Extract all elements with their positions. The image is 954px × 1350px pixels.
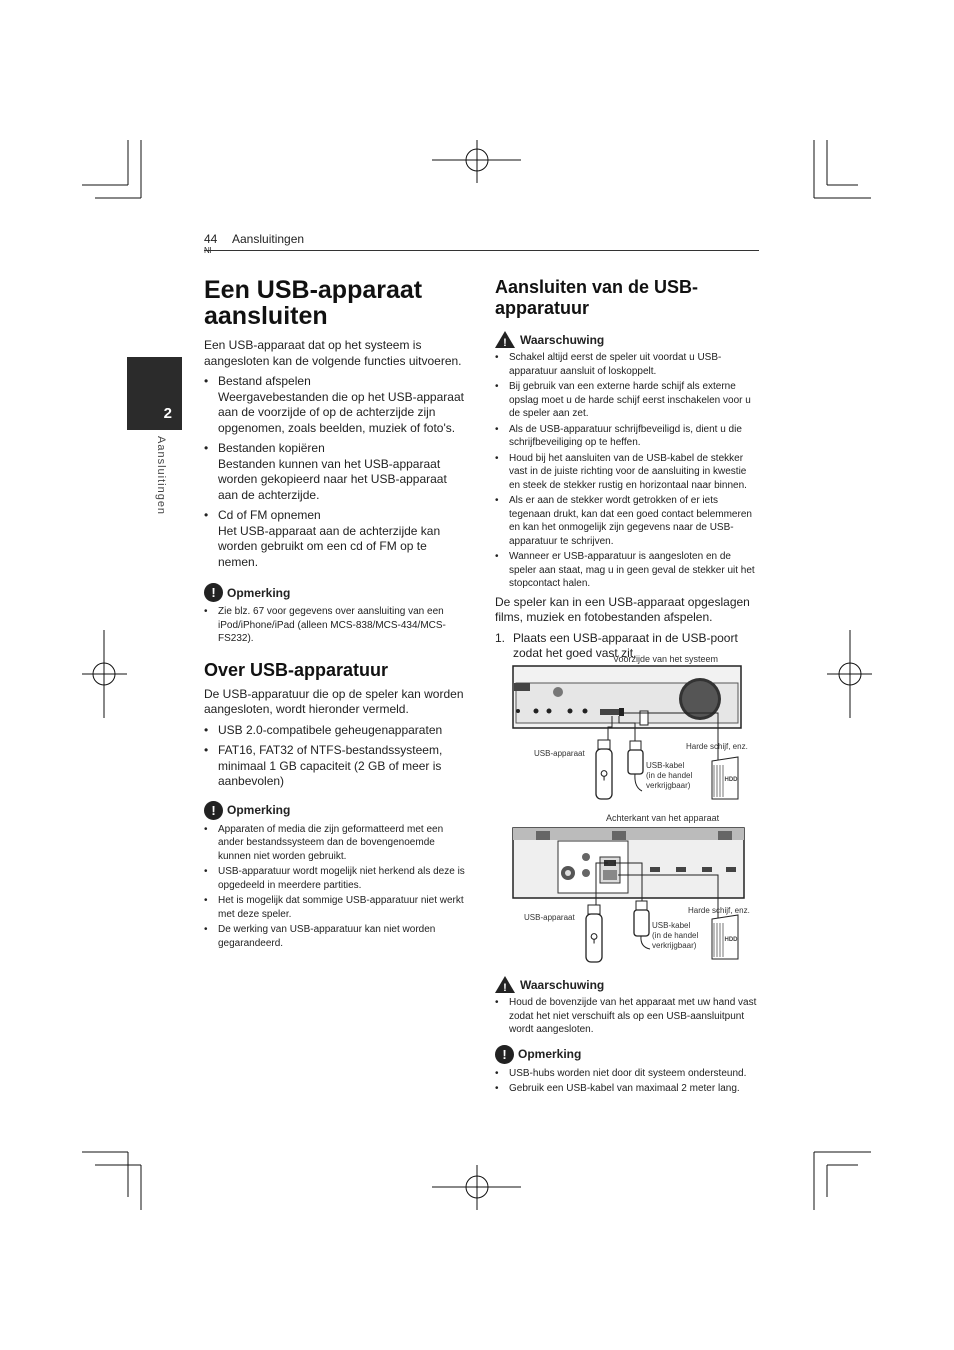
- warning-list: [495, 351, 760, 591]
- list-item: • USB 2.0-compatibele geheugenapparaten: [204, 723, 466, 739]
- note-list: [204, 605, 466, 646]
- exclamation-icon: !: [204, 583, 223, 602]
- step-1: 1. Plaats een USB-apparaat in de USB-poort zodat het goed vast zit.: [495, 630, 738, 660]
- usb-cable-label: USB-kabel (in de handel verkrijgbaar): [646, 761, 693, 790]
- front-panel-diagram: [512, 665, 760, 805]
- left-column: [204, 277, 466, 952]
- list-item: • Houd bij het aansluiten van de USB-kabel de stekker vast in de juiste richting voor de aansluiting in kwestie en steek de stekker rustig en horizontaal naar binnen.: [495, 452, 760, 493]
- note-heading: ! Opmerking: [204, 801, 466, 820]
- section-title: Aansluiten van de USB-apparatuur: [495, 277, 699, 318]
- hdd-label: HDD: [724, 777, 738, 783]
- diagram-caption-rear: Achterkant van het apparaat: [606, 813, 720, 823]
- list-item: • Als de USB-apparatuur schrijfbeveiligd is, dient u die schrijfbeveiliging op te heffen.: [495, 423, 760, 450]
- requirements-list: [204, 723, 466, 790]
- exclamation-icon: !: [204, 801, 223, 820]
- svg-text:!: !: [503, 982, 507, 993]
- svg-text:⚲: ⚲: [599, 768, 609, 782]
- function-list: [204, 374, 466, 570]
- chapter-label: Aansluitingen: [155, 436, 167, 516]
- list-item: • USB-hubs worden niet door dit systeem ondersteund.: [495, 1067, 760, 1081]
- diagram-caption-front: Voorzijde van het systeem: [613, 654, 719, 664]
- list-item: • Zie blz. 67 voor gegevens over aansluiting van een iPod/iPhone/iPad (alleen MCS-838/MCS-434/MCS-FS232).: [204, 605, 466, 646]
- list-item: • Bestanden kopiëren Bestanden kunnen van het USB-apparaat worden gekopieerd naar het USB-apparaat aan de achterzijde.: [204, 441, 466, 503]
- usb-device-label: USB-apparaat: [534, 749, 585, 758]
- note-list: [204, 823, 466, 951]
- rear-panel-diagram: [512, 827, 760, 967]
- list-item: • Wanneer er USB-apparatuur is aangesloten en de speler aan staat, mag u in geen geval de stekker uit het stopcontact halen.: [495, 550, 760, 591]
- note-heading: ! Opmerking: [495, 1045, 760, 1064]
- page-title: Een USB-apparaat aansluiten: [204, 276, 423, 330]
- usb-cable-label: USB-kabel (in de handel verkrijgbaar): [652, 921, 699, 950]
- svg-text:!: !: [503, 337, 507, 348]
- page-number: 44: [204, 232, 218, 246]
- right-bottom-notes: [495, 976, 760, 1098]
- running-header: Aansluitingen: [232, 232, 305, 246]
- chapter-number: 2: [163, 405, 172, 422]
- list-item: • Het is mogelijk dat sommige USB-apparatuur niet werkt met deze speler.: [204, 894, 466, 921]
- warning-icon: [495, 976, 515, 993]
- warning-icon: [495, 331, 515, 348]
- body-text: De speler kan in een USB-apparaat opgeslagen films, muziek en fotobestanden afspelen.: [495, 594, 750, 624]
- warning-heading: ! Waarschuwing: [495, 331, 760, 348]
- list-item: • FAT16, FAT32 of NTFS-bestandssysteem, minimaal 1 GB capaciteit (2 GB of meer is aanbevolen): [204, 743, 466, 790]
- intro-text: Een USB-apparaat dat op het systeem is aangesloten kan de volgende functies uitvoeren.: [204, 338, 462, 368]
- note-list: [495, 1067, 760, 1096]
- list-item: • De werking van USB-apparatuur kan niet worden gegarandeerd.: [204, 923, 466, 950]
- right-column: [495, 277, 760, 662]
- exclamation-icon: !: [495, 1045, 514, 1064]
- hdd-caption: Harde schijf, enz.: [686, 742, 748, 751]
- list-item: • Schakel altijd eerst de speler uit voordat u USB-apparatuur aansluit of loskoppelt.: [495, 351, 760, 378]
- list-item: • Gebruik een USB-kabel van maximaal 2 meter lang.: [495, 1082, 760, 1096]
- section-title: Over USB-apparatuur: [204, 659, 389, 680]
- header-rule: [204, 250, 759, 251]
- list-item: • USB-apparatuur wordt mogelijk niet herkend als deze is opgedeeld in meerdere partities.: [204, 865, 466, 892]
- usb-device-label: USB-apparaat: [524, 913, 575, 922]
- section-intro: De USB-apparatuur die op de speler kan worden aangesloten, wordt hieronder vermeld.: [204, 686, 464, 716]
- list-item: • Als er aan de stekker wordt getrokken of er iets tegenaan drukt, kan dat een goed contact belemmeren en kan het onmogelijk zijn gegevens naar de USB-apparatuur te schrijven.: [495, 494, 760, 548]
- svg-text:⚲: ⚲: [589, 931, 599, 945]
- note-heading: ! Opmerking: [204, 583, 466, 602]
- hdd-caption: Harde schijf, enz.: [688, 906, 750, 915]
- list-item: • Cd of FM opnemen Het USB-apparaat aan de achterzijde kan worden gebruikt om een cd of FM op te nemen.: [204, 508, 466, 570]
- list-item: • Apparaten of media die zijn geformatteerd met een ander bestandssysteem dan de bovengenoemde kunnen niet worden gebruikt.: [204, 823, 466, 864]
- warning-heading: ! Waarschuwing: [495, 976, 760, 993]
- list-item: • Houd de bovenzijde van het apparaat met uw hand vast zodat het niet verschuift als op een USB-aansluitpunt wordt aangesloten.: [495, 996, 760, 1037]
- list-item: • Bij gebruik van een externe harde schijf als externe opslag moet u de harde schijf eerst inschakelen voor u de speler aan zet.: [495, 380, 760, 421]
- hdd-label: HDD: [724, 937, 738, 943]
- list-item: • Bestand afspelen Weergavebestanden die op het USB-apparaat aan de voorzijde of op de achterzijde zijn opgenomen, zoals beelden, muziek of foto's.: [204, 374, 466, 436]
- warning-list: [495, 996, 760, 1037]
